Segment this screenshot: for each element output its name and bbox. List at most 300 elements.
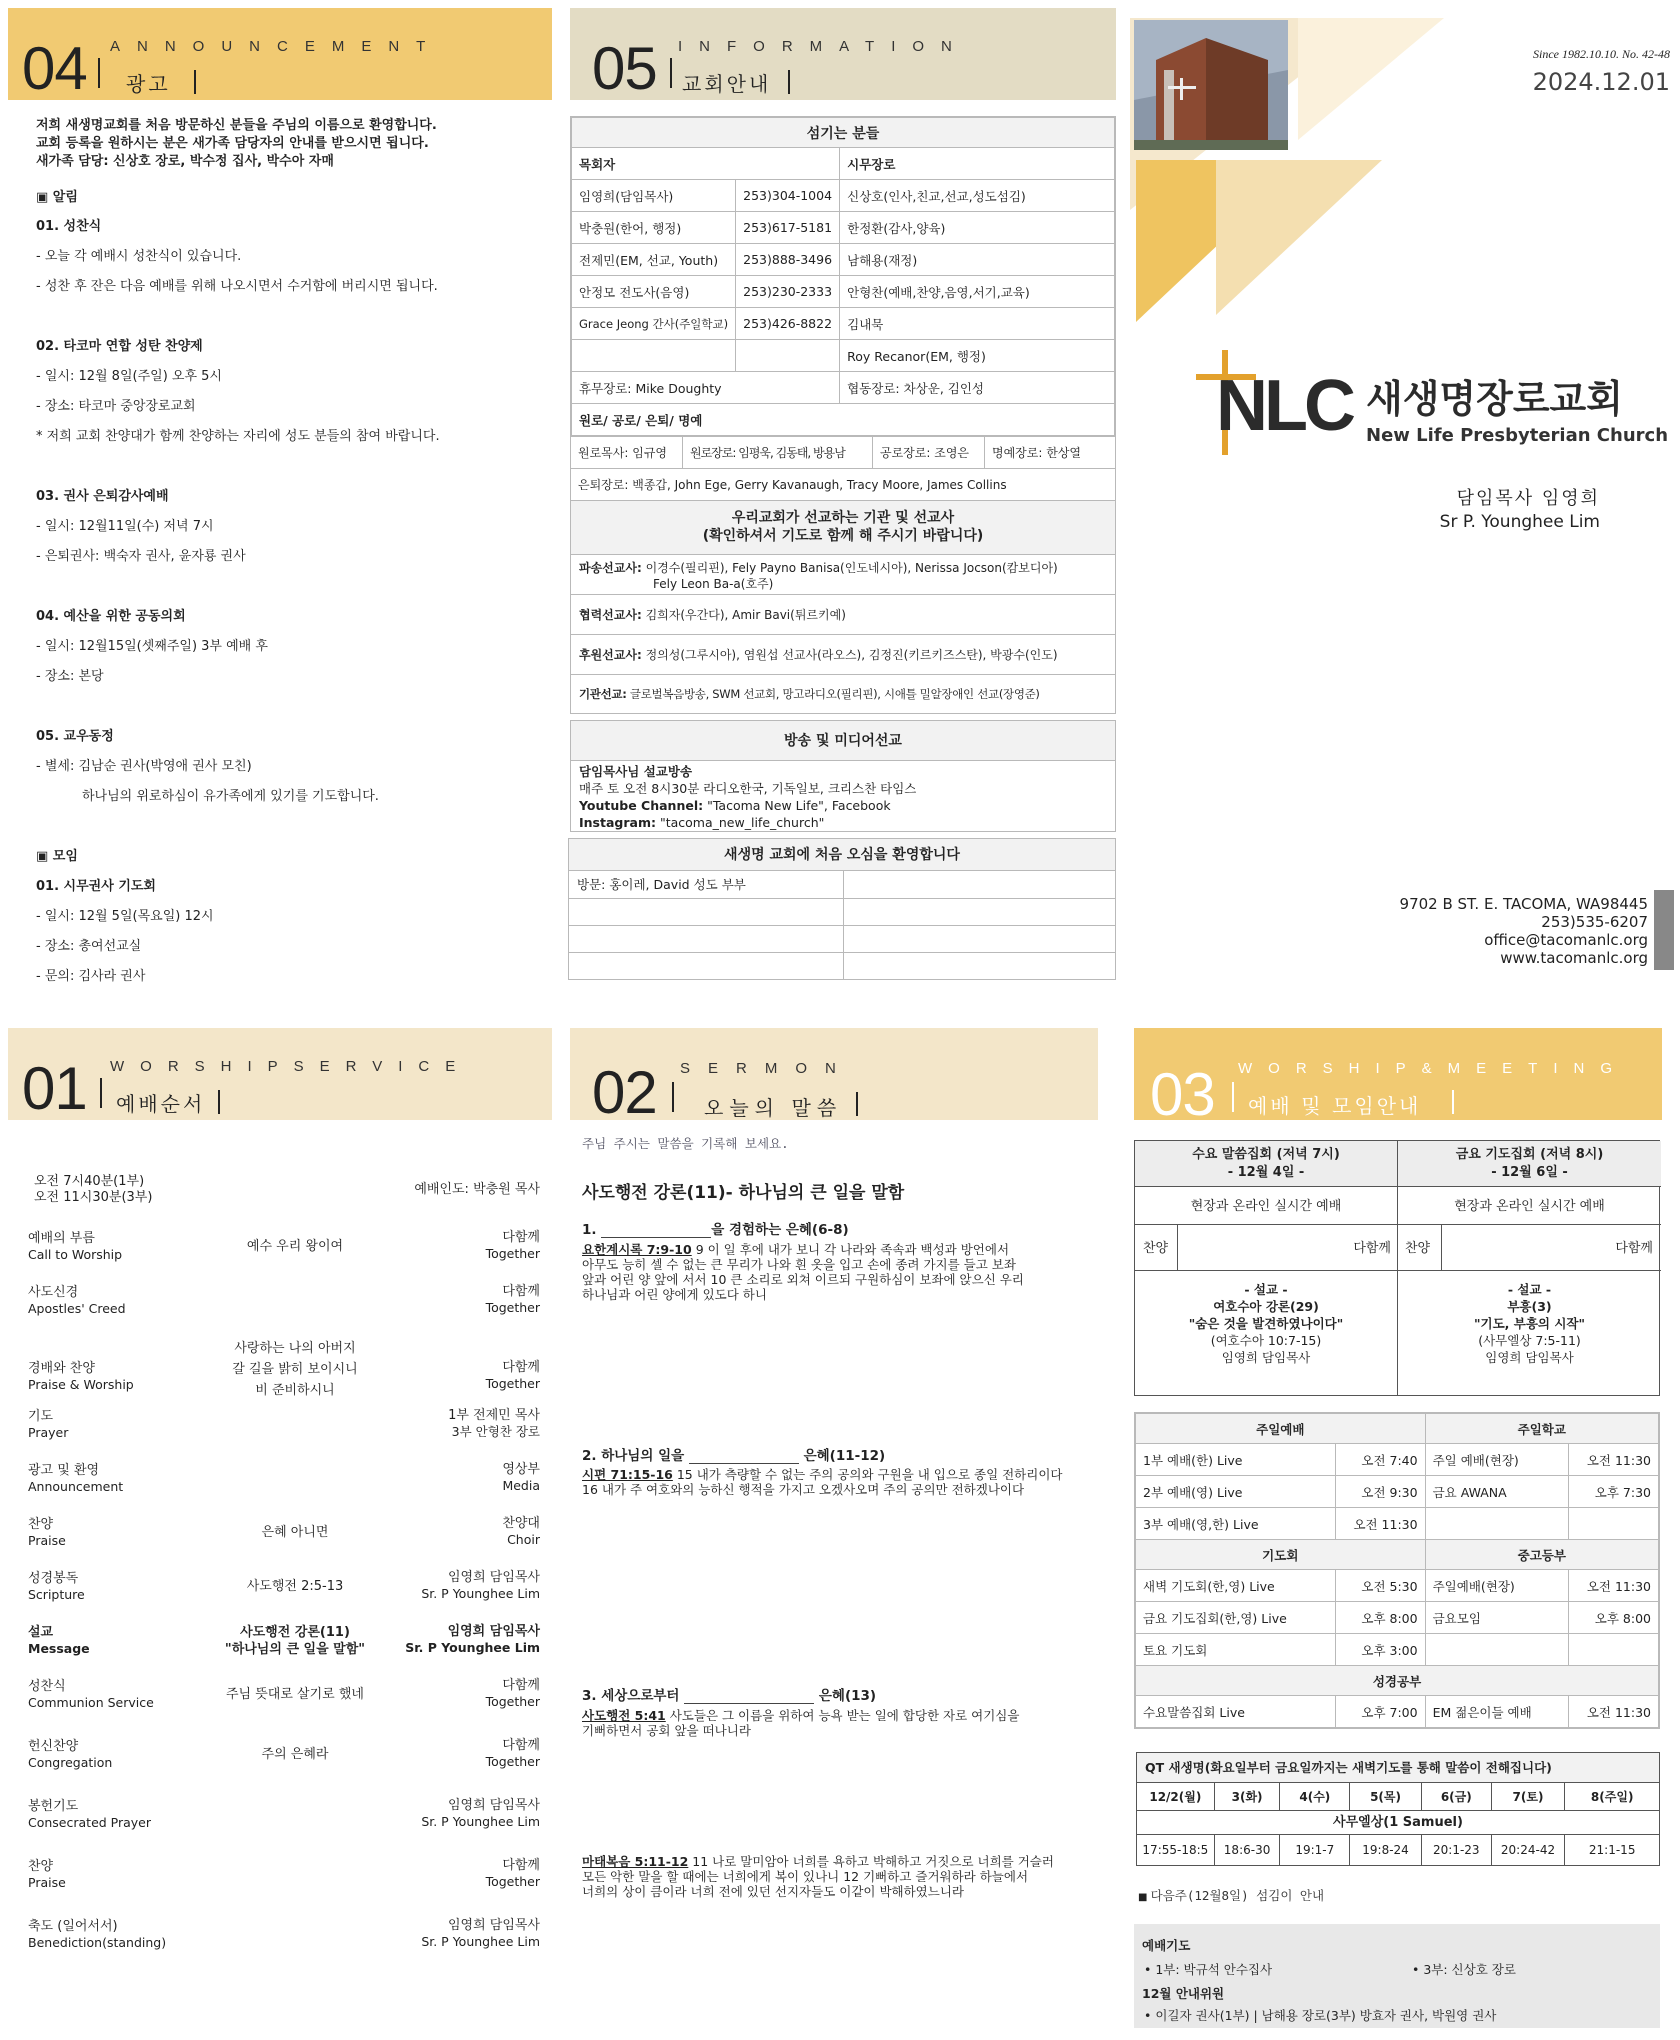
section-number: 05 bbox=[592, 35, 657, 102]
order-eng: Scripture bbox=[28, 1587, 85, 1602]
logo-letters: NLC bbox=[1216, 366, 1352, 446]
section-eng: WORSHIP&MEETING bbox=[1238, 1060, 1629, 1077]
verse-ref: 요한계시록 7:9-10 bbox=[582, 1242, 692, 1257]
verse-line bbox=[582, 1242, 1009, 1258]
address-line: 9702 B ST. E. TACOMA, WA98445 bbox=[1399, 895, 1648, 913]
fri-title-line: 금요 기도집회 (저녁 8시) bbox=[1455, 1147, 1604, 1162]
order-content bbox=[170, 1746, 420, 1763]
media-title: 방송 및 미디어선교 bbox=[571, 721, 1115, 761]
order-item bbox=[0, 1624, 540, 1678]
email-line: office@tacomanlc.org bbox=[1484, 931, 1648, 949]
fri-together: 다함께 bbox=[1615, 1241, 1653, 1256]
order-responsible-line: Together bbox=[485, 1300, 540, 1315]
order-content-line: 사도행전 2:5-13 bbox=[246, 1579, 344, 1594]
service-time: 오전 7시40분(1부) bbox=[34, 1174, 145, 1189]
mission-value: 글로벌복음방송, SWM 선교회, 망고라디오(필리핀), 시애틀 밀알장애인 선교(장영준) bbox=[629, 687, 1040, 701]
fill-blank[interactable] bbox=[689, 1463, 799, 1464]
item-line: - 별세: 김남순 권사(박영애 권사 모친) bbox=[36, 759, 252, 774]
item-line: - 성찬 후 잔은 다음 예배를 위해 나오시면서 수거함에 버리시면 됩니다. bbox=[36, 279, 438, 294]
order-eng: Call to Worship bbox=[28, 1247, 123, 1262]
order-item bbox=[0, 1284, 540, 1338]
verse-ref: 시편 71:15-16 bbox=[582, 1467, 673, 1482]
pastor-name bbox=[572, 340, 736, 372]
qt-day: 8(주일) bbox=[1590, 1790, 1634, 1804]
order-kor: 찬양 bbox=[28, 1859, 54, 1874]
emeritus-row bbox=[571, 436, 1115, 468]
item-line: 하나님의 위로하심이 유가족에게 있기를 기도합니다. bbox=[82, 789, 379, 804]
side-bar bbox=[1654, 890, 1674, 970]
fri-sermon bbox=[1398, 1281, 1661, 1366]
worship-panel bbox=[0, 1020, 560, 2040]
church-logo bbox=[1196, 350, 1669, 460]
elder-name: Roy Recanor(EM, 행정) bbox=[840, 340, 1115, 372]
schedule-cell bbox=[1425, 1634, 1568, 1666]
item-line: - 장소: 본당 bbox=[36, 669, 104, 684]
divider bbox=[843, 871, 844, 979]
guide-heading: 12월 안내위원 bbox=[1142, 1986, 1225, 2001]
order-content bbox=[170, 1524, 420, 1541]
divider bbox=[1232, 1082, 1234, 1112]
verse-text: 11 나로 말미암아 너희를 욕하고 박해하고 거짓으로 너희를 거슬러 bbox=[688, 1854, 1054, 1869]
table-row bbox=[572, 244, 1115, 276]
order-content-line: 주의 은혜라 bbox=[261, 1747, 329, 1762]
emeritus-cell: 공로장로: 조영은 bbox=[873, 437, 985, 469]
order-responsible-line: 임영희 담임목사 bbox=[447, 1918, 540, 1933]
square-bullet-icon: ■ bbox=[1138, 1892, 1151, 1903]
table-row bbox=[572, 276, 1115, 308]
wed-sermon bbox=[1135, 1281, 1397, 1366]
schedule-cell: 금요 기도집회(한,영) Live bbox=[1136, 1602, 1336, 1634]
point-heading bbox=[582, 1448, 885, 1464]
schedule-cell bbox=[1569, 1508, 1659, 1540]
triangle-shape bbox=[1216, 160, 1382, 315]
divider bbox=[194, 70, 196, 94]
visitor-row bbox=[569, 899, 1115, 926]
order-kor: 성찬식 bbox=[28, 1679, 66, 1694]
midweek-box bbox=[1134, 1140, 1660, 1396]
order-responsible-line: 다함께 bbox=[502, 1858, 540, 1873]
welcome-box bbox=[568, 838, 1116, 980]
alarm-heading: ▣ 알림 bbox=[36, 190, 78, 205]
point-heading bbox=[582, 1222, 849, 1238]
section-kor: 교회안내 bbox=[682, 74, 772, 96]
qt-days-row bbox=[1137, 1783, 1659, 1811]
verse-line bbox=[582, 1708, 1019, 1724]
item-title: 01. 성찬식 bbox=[36, 219, 102, 234]
order-responsible bbox=[486, 1284, 540, 1316]
section-number: 01 bbox=[22, 1055, 87, 1122]
wed-mode: 현장과 온라인 실시간 예배 bbox=[1190, 1199, 1342, 1214]
table-row bbox=[572, 308, 1115, 340]
meeting-line: - 일시: 12월 5일(목요일) 12시 bbox=[36, 909, 214, 924]
verse-text: 15 내가 측량할 수 없는 주의 공의와 구원을 내 입으로 종일 전하리이다 bbox=[672, 1467, 1063, 1482]
order-responsible-line: 임영희 담임목사 bbox=[447, 1570, 540, 1585]
point-suffix: 을 경험하는 은혜(6-8) bbox=[711, 1222, 849, 1238]
verse-line: 기뻐하면서 공회 앞을 떠나니라 bbox=[582, 1723, 751, 1738]
table-row bbox=[572, 212, 1115, 244]
order-kor: 예배의 부름 bbox=[28, 1231, 95, 1246]
section-eng: WORSHIPSERVICE bbox=[110, 1058, 472, 1075]
order-label bbox=[28, 1462, 123, 1495]
order-item bbox=[0, 1918, 540, 1978]
visitor: 방문: 홍이레, David 성도 부부 bbox=[577, 877, 746, 892]
order-content-line: 사도행전 강론(11) bbox=[240, 1625, 350, 1640]
order-item bbox=[0, 1516, 540, 1570]
phone bbox=[736, 340, 840, 372]
order-responsible-line: Media bbox=[502, 1478, 540, 1493]
order-eng: Praise & Worship bbox=[28, 1377, 134, 1392]
sermon-label: - 설교 - bbox=[1244, 1282, 1288, 1297]
verse-line bbox=[582, 1467, 1063, 1483]
verse-line bbox=[582, 1854, 1054, 1870]
phone: 253)617-5181 bbox=[736, 212, 840, 244]
order-responsible bbox=[405, 1624, 540, 1656]
order-label bbox=[28, 1570, 85, 1603]
media-line: 담임목사님 설교방송 bbox=[579, 764, 693, 779]
pastor-name: Grace Jeong 간사(주일학교) bbox=[572, 308, 736, 340]
order-label bbox=[28, 1918, 166, 1951]
qt-ref: 18:6-30 bbox=[1215, 1835, 1281, 1865]
schedule-cell: 3부 예배(영,한) Live bbox=[1136, 1508, 1336, 1540]
point-prefix: 3. 세상으로부터 bbox=[582, 1688, 680, 1704]
table-row bbox=[1136, 1634, 1659, 1666]
order-of-service bbox=[0, 1230, 540, 2030]
order-responsible bbox=[486, 1678, 540, 1710]
order-label bbox=[28, 1408, 68, 1441]
order-responsible-line: 임영희 담임목사 bbox=[447, 1624, 540, 1639]
fri-title bbox=[1398, 1141, 1661, 1187]
schedule-cell: 오전 11:30 bbox=[1569, 1696, 1659, 1728]
qt-ref: 19:8-24 bbox=[1350, 1835, 1422, 1865]
divider bbox=[98, 58, 100, 88]
mission-row bbox=[571, 635, 1115, 675]
verse-line: 앞과 어린 양 앞에 서서 10 큰 소리로 외쳐 이르되 구원하심이 보좌에 앉으신 우리 bbox=[582, 1272, 1024, 1287]
prayer-duty: • 3부: 신상호 장로 bbox=[1412, 1962, 1516, 1977]
pastor-name: 전제민(EM, 선교, Youth) bbox=[572, 244, 736, 276]
meeting-title: 01. 시무권사 기도회 bbox=[36, 879, 156, 894]
verse-line: 아무도 능히 셀 수 없는 큰 무리가 나와 흰 옷을 입고 손에 종려 가지를 들고 보좌 bbox=[582, 1257, 1016, 1272]
divider bbox=[856, 1092, 858, 1116]
item-title: 04. 예산을 위한 공동의회 bbox=[36, 609, 186, 624]
order-responsible-line: 다함께 bbox=[502, 1230, 540, 1245]
pastor-name: 안정모 전도사(음영) bbox=[572, 276, 736, 308]
qt-day: 5(목) bbox=[1350, 1783, 1422, 1810]
pastor-header: 목회자 bbox=[572, 148, 840, 180]
pastor-name: 박충원(한어, 행정) bbox=[572, 212, 736, 244]
meeting-line: - 문의: 김사라 권사 bbox=[36, 969, 146, 984]
schedule-cell: 오전 11:30 bbox=[1569, 1570, 1659, 1602]
order-label bbox=[28, 1284, 126, 1317]
qt-book: 사무엘상(1 Samuel) bbox=[1137, 1811, 1659, 1835]
sermon-series: 여호수아 강론(29) bbox=[1213, 1299, 1319, 1314]
order-content-line: 갈 길을 밝히 보이시니 bbox=[232, 1362, 358, 1377]
order-responsible-line: 다함께 bbox=[502, 1738, 540, 1753]
schedule-cell: 오전 5:30 bbox=[1335, 1570, 1425, 1602]
youtube-value: "Tacoma New Life", Facebook bbox=[707, 798, 891, 813]
order-eng: Prayer bbox=[28, 1425, 69, 1440]
order-content-line: 사랑하는 나의 아버지 bbox=[234, 1341, 356, 1356]
order-responsible-line: Sr. P Younghee Lim bbox=[405, 1640, 540, 1655]
order-kor: 축도 (일어서서) bbox=[28, 1919, 118, 1934]
pastor-eng: Sr P. Younghee Lim bbox=[1439, 512, 1600, 532]
mission-value: 이경수(필리핀), Fely Payno Banisa(인도네시아), Nerissa Jocson(캄보디아) bbox=[645, 561, 1058, 575]
order-label bbox=[28, 1624, 90, 1657]
qt-ref: 21:1-15 bbox=[1588, 1843, 1636, 1857]
order-responsible-line: 다함께 bbox=[502, 1360, 540, 1375]
order-item bbox=[0, 1678, 540, 1738]
cover-panel bbox=[1128, 0, 1680, 1000]
schedule-cell: 오후 7:00 bbox=[1335, 1696, 1425, 1728]
verse-line: 하나님과 어린 양에게 있도다 하니 bbox=[582, 1287, 767, 1302]
qt-day: 6(금) bbox=[1422, 1783, 1492, 1810]
order-kor: 광고 및 환영 bbox=[28, 1463, 100, 1478]
verse-line: 너희의 상이 큼이라 너희 전에 있던 선지자들도 이같이 박해하였느니라 bbox=[582, 1884, 964, 1899]
section-kor: 예배순서 bbox=[116, 1094, 206, 1116]
meeting-line: - 장소: 총여선교실 bbox=[36, 939, 142, 954]
order-item bbox=[0, 1338, 540, 1408]
order-item bbox=[0, 1858, 540, 1918]
phone-line: 253)535-6207 bbox=[1541, 913, 1648, 931]
retired-row: 은퇴장로: 백종갑, John Ege, Gerry Kavanaugh, Tracy Moore, James Collins bbox=[571, 468, 1115, 500]
order-content bbox=[170, 1578, 420, 1595]
announcement-header bbox=[8, 8, 552, 100]
phone: 253)888-3496 bbox=[736, 244, 840, 276]
order-responsible bbox=[448, 1408, 540, 1440]
fill-blank[interactable] bbox=[601, 1237, 711, 1238]
verse-ref: 마태복음 5:11-12 bbox=[582, 1854, 689, 1869]
website-line: www.tacomanlc.org bbox=[1500, 949, 1648, 967]
point-prefix: 1. bbox=[582, 1222, 597, 1238]
worship-leader: 예배인도: 박충원 목사 bbox=[414, 1182, 540, 1197]
order-kor: 성경봉독 bbox=[28, 1571, 79, 1586]
item-line: - 일시: 12월15일(셋째주일) 3부 예배 후 bbox=[36, 639, 268, 654]
sermon-title: "기도, 부흥의 시작" bbox=[1473, 1316, 1585, 1331]
order-responsible-line: Together bbox=[485, 1376, 540, 1391]
order-item bbox=[0, 1462, 540, 1516]
order-item bbox=[0, 1230, 540, 1284]
order-label bbox=[28, 1738, 112, 1771]
qt-day: 3(화) bbox=[1215, 1783, 1281, 1810]
service-time: 오전 11시30분(3부) bbox=[34, 1190, 153, 1205]
schedule-header: 중고등부 bbox=[1425, 1540, 1658, 1570]
mission-key: 파송선교사: bbox=[579, 561, 642, 575]
order-content bbox=[170, 1338, 420, 1401]
order-kor: 사도신경 bbox=[28, 1285, 79, 1300]
divider bbox=[672, 1082, 674, 1112]
order-responsible bbox=[486, 1230, 540, 1262]
schedule-cell: 오전 9:30 bbox=[1335, 1476, 1425, 1508]
prayer-duty: • 1부: 박규석 안수집사 bbox=[1144, 1962, 1273, 1977]
wed-date: - 12월 4일 - bbox=[1227, 1165, 1305, 1180]
section-number: 04 bbox=[22, 35, 87, 102]
phone: 253)304-1004 bbox=[736, 180, 840, 212]
logo-korean: 새생명장로교회 bbox=[1366, 377, 1623, 421]
qt-day: 7(토) bbox=[1492, 1783, 1566, 1810]
order-kor: 헌신찬양 bbox=[28, 1739, 79, 1754]
youtube-label: Youtube Channel: bbox=[579, 798, 704, 813]
item-line: * 저희 교회 찬양대가 함께 찬양하는 자리에 성도 분들의 참여 바랍니다. bbox=[36, 429, 440, 444]
point-suffix: 은혜(11-12) bbox=[803, 1448, 886, 1464]
item-line: - 장소: 타코마 중앙장로교회 bbox=[36, 399, 196, 414]
mission-box bbox=[570, 500, 1116, 714]
assoc-elder: 협동장로: 차상운, 김인성 bbox=[840, 372, 1115, 404]
meeting-header bbox=[1134, 1028, 1662, 1128]
schedule-table bbox=[1134, 1412, 1660, 1729]
order-responsible bbox=[486, 1858, 540, 1890]
mission-title-line: (확인하셔서 기도로 함께 해 주시기 바랍니다) bbox=[702, 528, 984, 544]
order-responsible-line: Together bbox=[485, 1874, 540, 1889]
verse-line: 모든 악한 말을 할 때에는 너희에게 복이 있나니 12 기뻐하고 즐거워하라 하늘에서 bbox=[582, 1869, 1029, 1884]
wed-title-line: 수요 말씀집회 (저녁 7시) bbox=[1192, 1147, 1340, 1162]
qt-title: QT 새생명(화요일부터 금요일까지는 새벽기도를 통해 말씀이 전해집니다) bbox=[1137, 1753, 1659, 1783]
elder-name: 남해용(재정) bbox=[840, 244, 1115, 276]
pastor-name: 임영희(담임목사) bbox=[572, 180, 736, 212]
mission-title bbox=[571, 501, 1115, 555]
section-kor: 광고 bbox=[126, 74, 171, 96]
elder-header: 시무장로 bbox=[840, 148, 1115, 180]
sermon-preacher: 임영희 담임목사 bbox=[1221, 1350, 1311, 1365]
elder-name: 김내묵 bbox=[840, 308, 1115, 340]
schedule-cell: 오전 11:30 bbox=[1335, 1508, 1425, 1540]
mission-row bbox=[571, 555, 1115, 595]
qt-ref: 19:1-7 bbox=[1280, 1835, 1350, 1865]
schedule-header: 성경공부 bbox=[1136, 1666, 1659, 1696]
schedule-cell: 오후 8:00 bbox=[1335, 1602, 1425, 1634]
phone: 253)230-2333 bbox=[736, 276, 840, 308]
order-responsible bbox=[502, 1516, 540, 1548]
order-item bbox=[0, 1570, 540, 1624]
elder-name: 신상호(인사,친교,선교,성도섬김) bbox=[840, 180, 1115, 212]
logo-english: New Life Presbyterian Church bbox=[1366, 425, 1669, 446]
schedule-cell: 새벽 기도회(한,영) Live bbox=[1136, 1570, 1336, 1602]
schedule-cell: 1부 예배(한) Live bbox=[1136, 1444, 1336, 1476]
order-label bbox=[28, 1516, 66, 1549]
section-eng: SERMON bbox=[680, 1060, 854, 1077]
schedule-cell: 오전 11:30 bbox=[1569, 1444, 1659, 1476]
order-kor: 기도 bbox=[28, 1409, 54, 1424]
information-panel bbox=[564, 0, 1124, 1000]
sermon-panel bbox=[564, 1020, 1124, 2040]
wed-together: 다함께 bbox=[1353, 1241, 1391, 1256]
order-kor: 경배와 찬양 bbox=[28, 1361, 95, 1376]
pastor-kor: 담임목사 임영희 bbox=[1456, 488, 1600, 509]
guide-duty: • 이길자 권사(1부) | 남해용 장로(3부) 방효자 권사, 박원영 권사 bbox=[1144, 2008, 1497, 2023]
order-content-line: 주님 뜻대로 살기로 했네 bbox=[226, 1687, 364, 1702]
item-line: - 일시: 12월 8일(주일) 오후 5시 bbox=[36, 369, 222, 384]
schedule-cell: 오후 3:00 bbox=[1335, 1634, 1425, 1666]
sermon-series: 부흥(3) bbox=[1507, 1299, 1552, 1314]
order-responsible-line: 찬양대 bbox=[502, 1516, 540, 1531]
mission-value: 김희자(우간다), Amir Bavi(튀르키예) bbox=[645, 608, 846, 622]
schedule-cell: 오전 7:40 bbox=[1335, 1444, 1425, 1476]
schedule-cell: 금요모임 bbox=[1425, 1602, 1568, 1634]
fri-date: - 12월 6일 - bbox=[1491, 1165, 1568, 1180]
order-responsible bbox=[486, 1738, 540, 1770]
phone: 253)426-8822 bbox=[736, 308, 840, 340]
wed-praise: 찬양 bbox=[1143, 1241, 1169, 1256]
item-title: 05. 교우동정 bbox=[36, 729, 114, 744]
meeting-panel bbox=[1128, 1020, 1680, 2040]
order-responsible-line: Sr. P Younghee Lim bbox=[421, 1934, 540, 1949]
order-responsible bbox=[486, 1360, 540, 1392]
sermon-label: - 설교 - bbox=[1507, 1282, 1552, 1297]
verse-ref: 사도행전 5:41 bbox=[582, 1708, 666, 1723]
servers-table bbox=[570, 116, 1116, 501]
order-responsible-line: 영상부 bbox=[502, 1462, 540, 1477]
welcome-line: 새가족 담당: 신상호 장로, 박수정 집사, 박수아 자매 bbox=[36, 154, 334, 169]
mission-key: 기관선교: bbox=[579, 687, 627, 701]
order-content-line: 은혜 아니면 bbox=[261, 1525, 329, 1540]
order-responsible bbox=[421, 1570, 540, 1602]
order-kor: 봉헌기도 bbox=[28, 1799, 79, 1814]
schedule-cell: 토요 기도회 bbox=[1136, 1634, 1336, 1666]
instagram-value: "tacoma_new_life_church" bbox=[659, 815, 825, 830]
information-header bbox=[570, 8, 1116, 100]
emeritus-cell: 명예장로: 한상열 bbox=[992, 445, 1082, 460]
order-item bbox=[0, 1798, 540, 1858]
order-label bbox=[28, 1798, 151, 1831]
schedule-cell: 2부 예배(영) Live bbox=[1136, 1476, 1336, 1508]
elder-name: 한정환(감사,양육) bbox=[840, 212, 1115, 244]
schedule-cell: EM 젊은이들 예배 bbox=[1425, 1696, 1568, 1728]
order-responsible-line: Sr. P Younghee Lim bbox=[421, 1586, 540, 1601]
emeritus-cell: 원로목사: 임규영 bbox=[571, 437, 683, 469]
order-responsible-line: 1부 전제민 목사 bbox=[448, 1408, 540, 1423]
emeritus-cell: 원로장로: 임평욱, 김동태, 방용남 bbox=[683, 437, 873, 469]
sermon-title: "숨은 것을 발견하였나이다" bbox=[1188, 1316, 1344, 1331]
item-title: 02. 타코마 연합 성탄 찬양제 bbox=[36, 339, 203, 354]
order-eng: Message bbox=[28, 1641, 90, 1656]
order-content bbox=[170, 1624, 420, 1658]
order-responsible-line: 임영희 담임목사 bbox=[447, 1798, 540, 1813]
media-line: 매주 토 오전 8시30분 라디오한국, 기독일보, 크리스찬 타임스 bbox=[579, 781, 917, 796]
order-responsible bbox=[421, 1918, 540, 1950]
order-item bbox=[0, 1408, 540, 1462]
mission-title-line: 우리교회가 선교하는 기관 및 선교사 bbox=[731, 510, 955, 526]
order-content-line: 예수 우리 왕이여 bbox=[246, 1239, 344, 1254]
servers-title: 섬기는 분들 bbox=[572, 118, 1115, 148]
schedule-cell: 오후 7:30 bbox=[1569, 1476, 1659, 1508]
section-eng: ANNOUNCEMENT bbox=[110, 38, 443, 55]
order-content-line: "하나님의 큰 일을 말함" bbox=[224, 1642, 366, 1657]
section-number: 02 bbox=[592, 1059, 657, 1126]
schedule-header: 주일학교 bbox=[1425, 1414, 1658, 1444]
verse-line: 16 내가 주 여호와의 능하신 행적을 가지고 오겠사오며 주의 공의만 전하겠나이다 bbox=[582, 1482, 1025, 1497]
schedule-header: 기도회 bbox=[1136, 1540, 1426, 1570]
order-eng: Communion Service bbox=[28, 1695, 154, 1710]
qt-table bbox=[1136, 1752, 1660, 1866]
order-kor: 찬양 bbox=[28, 1517, 54, 1532]
item-title: 03. 권사 은퇴감사예배 bbox=[36, 489, 169, 504]
divider bbox=[1452, 1090, 1454, 1114]
order-eng: Apostles' Creed bbox=[28, 1301, 126, 1316]
table-row bbox=[572, 180, 1115, 212]
table-row bbox=[1136, 1476, 1659, 1508]
section-number: 03 bbox=[1150, 1061, 1215, 1128]
order-eng: Benediction(standing) bbox=[28, 1935, 167, 1950]
order-responsible-line: Together bbox=[485, 1754, 540, 1769]
order-responsible-line: 3부 안형찬 장로 bbox=[451, 1424, 540, 1439]
wed-title bbox=[1135, 1141, 1397, 1187]
order-eng: Praise bbox=[28, 1533, 66, 1548]
qt-ref: 20:24-42 bbox=[1492, 1835, 1566, 1865]
fill-blank[interactable] bbox=[684, 1703, 814, 1704]
sermon-ref: (사무엘상 7:5-11) bbox=[1478, 1333, 1581, 1348]
table-row bbox=[1136, 1444, 1659, 1476]
mission-key: 협력선교사: bbox=[579, 608, 642, 622]
order-responsible-line: 다함께 bbox=[502, 1284, 540, 1299]
worship-header bbox=[8, 1028, 552, 1120]
